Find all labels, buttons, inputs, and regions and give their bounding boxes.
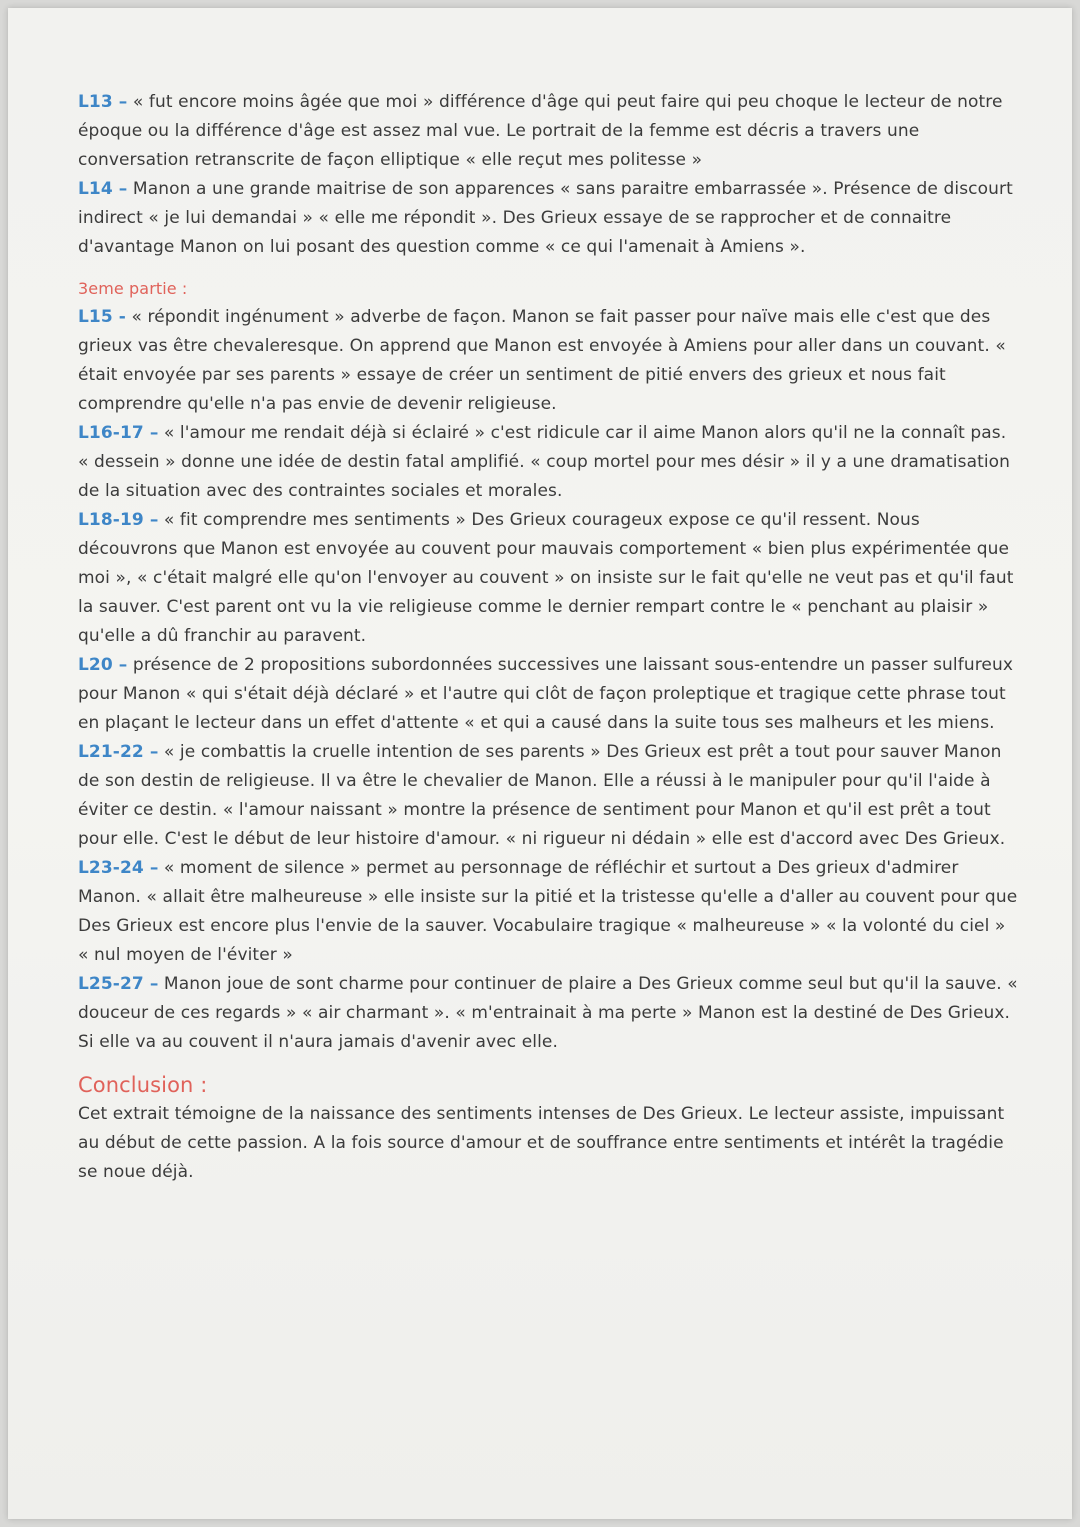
paragraph-text: « répondit ingénument » adverbe de façon. Manon se fait passer pour naïve mais elle c'est que des grieux vas être chevaleresque. On apprend que Manon est envoyée à Amiens pour aller dans un couvant. « était envoyée par ses parents » essaye de créer un sentiment de pitié envers des grieux et nous fait comprendre qu'elle n'a pas envie de devenir religieuse. <box>78 307 1006 414</box>
paragraph-text: Manon a une grande maitrise de son apparences « sans paraitre embarrassée ». Présence de discourt indirect « je lui demandai » « elle me répondit ». Des Grieux essaye de se rapprocher et de connaitre d'avantage Manon on lui posant des question comme « ce qui l'amenait à Amiens ». <box>78 179 1013 257</box>
paragraph-l21-22 <box>78 738 1018 854</box>
section-heading-part3: 3eme partie : <box>78 279 188 298</box>
line-ref: L23-24 – <box>78 858 159 878</box>
line-ref: L25-27 – <box>78 974 159 994</box>
paragraph-text: « fut encore moins âgée que moi » différence d'âge qui peut faire qui peu choque le lecteur de notre époque ou la différence d'âge est assez mal vue. Le portrait de la femme est décris a travers une conversation retranscrite de façon elliptique « elle reçut mes politesse » <box>78 92 1003 170</box>
line-ref: L13 – <box>78 92 128 112</box>
line-ref: L14 – <box>78 179 128 199</box>
paragraph-text: « l'amour me rendait déjà si éclairé » c'est ridicule car il aime Manon alors qu'il ne la connaît pas. « dessein » donne une idée de destin fatal amplifié. « coup mortel pour mes désir » il y a une dramatisation de la situation avec des contraintes sociales et morales. <box>78 423 1011 501</box>
line-ref: L18-19 – <box>78 510 159 530</box>
paragraph-l14 <box>78 175 1018 262</box>
paragraph-text: « je combattis la cruelle intention de ses parents » Des Grieux est prêt a tout pour sauver Manon de son destin de religieuse. Il va être le chevalier de Manon. Elle a réussi à le manipuler pour qu'il l'aide à éviter ce destin. « l'amour naissant » montre la présence de sentiment pour Manon et qu'il est prêt a tout pour elle. C'est le début de leur histoire d'amour. « ni rigueur ni dédain » elle est d'accord avec Des Grieux. <box>78 742 1006 849</box>
document-page <box>8 8 1072 1519</box>
paragraph-l25-27 <box>78 970 1018 1057</box>
conclusion-text: Cet extrait témoigne de la naissance des sentiments intenses de Des Grieux. Le lecteur assiste, impuissant au début de cette passion. A la fois source d'amour et de souffrance entre sentiments et intérêt la tragédie se noue déjà. <box>78 1104 1005 1182</box>
document-body <box>78 88 1018 1187</box>
line-ref: L20 – <box>78 655 128 675</box>
paragraph-l16-17 <box>78 419 1018 506</box>
paragraph-l20 <box>78 651 1018 738</box>
line-ref: L15 - <box>78 307 126 327</box>
paragraph-text: présence de 2 propositions subordonnées successives une laissant sous-entendre un passer sulfureux pour Manon « qui s'était déjà déclaré » et l'autre qui clôt de façon proleptique et tragique cette phrase tout en plaçant le lecteur dans un effet d'attente « et qui a causé dans la suite tous ses malheurs et les miens. <box>78 655 1014 733</box>
line-ref: L16-17 – <box>78 423 159 443</box>
paragraph-l18-19 <box>78 506 1018 651</box>
paragraph-l15 <box>78 303 1018 419</box>
section-heading-conclusion: Conclusion : <box>78 1073 208 1097</box>
paragraph-l13 <box>78 88 1018 175</box>
paragraph-l23-24 <box>78 854 1018 970</box>
paragraph-text: Manon joue de sont charme pour continuer de plaire a Des Grieux comme seul but qu'il la sauve. « douceur de ces regards » « air charmant ». « m'entrainait à ma perte » Manon est la destiné de Des Grieux. Si elle va au couvent il n'aura jamais d'avenir avec elle. <box>78 974 1018 1052</box>
paragraph-text: « moment de silence » permet au personnage de réfléchir et surtout a Des grieux d'admirer Manon. « allait être malheureuse » elle insiste sur la pitié et la tristesse qu'elle a d'aller au couvent pour que Des Grieux est encore plus l'envie de la sauver. Vocabulaire tragique « malheureuse » « la volonté du ciel » « nul moyen de l'éviter » <box>78 858 1018 965</box>
paragraph-text: « fit comprendre mes sentiments » Des Grieux courageux expose ce qu'il ressent. Nous découvrons que Manon est envoyée au couvent pour mauvais comportement « bien plus expérimentée que moi », « c'était malgré elle qu'on l'envoyer au couvent » on insiste sur le fait qu'elle ne veut pas et qu'il faut la sauver. C'est parent ont vu la vie religieuse comme le dernier rempart contre le « penchant au plaisir » qu'elle a dû franchir au paravent. <box>78 510 1014 646</box>
line-ref: L21-22 – <box>78 742 159 762</box>
